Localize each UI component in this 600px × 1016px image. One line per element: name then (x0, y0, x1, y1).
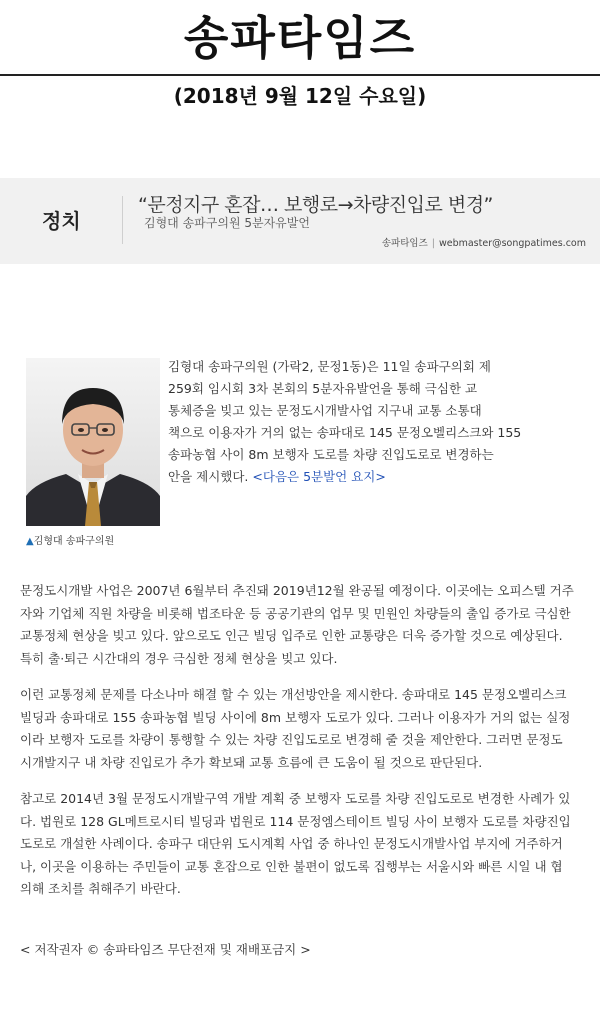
photo-caption (26, 532, 114, 547)
body-line: 교통정체 현상을 빚고 있다. 앞으로도 인근 빌딩 입주로 인한 교통량은 더욱 증가할 것으로 예상된다. (20, 628, 563, 643)
intro-line: 통체증을 빚고 있는 문정도시개발사업 지구내 교통 소통대 (168, 403, 482, 418)
body-line: 다. 법원로 128 GL메트로시티 빌딩과 법원로 114 문정엠스테이트 빌딩 사이 보행자 도로를 차량진입 (20, 813, 571, 829)
masthead (0, 0, 600, 76)
article-header (0, 178, 600, 264)
body-line: 의해 조치를 취해주기 바란다. (20, 881, 181, 896)
body-line: 이라 보행자 도로를 차량이 통행할 수 있는 차량 진입도로로 변경해 줄 것을 제안한다. 그러면 문정도 (20, 732, 563, 747)
body-paragraph (20, 684, 585, 774)
intro-line: 259회 임시회 3차 본회의 5분자유발언을 통해 극심한 교 (168, 381, 478, 396)
intro-line: 책으로 이용자가 거의 없는 송파대로 145 문정오벨리스크와 155 (168, 425, 522, 440)
councilor-photo (26, 358, 160, 526)
article-headline: “문정지구 혼잡… 보행로→차량진입로 변경” (138, 194, 493, 216)
byline (382, 235, 586, 249)
body-line: 특히 출·퇴근 시간대의 경우 극심한 정체 현상을 빚고 있다. (20, 650, 338, 666)
body-line: 시개발지구 내 차량 진입로가 추가 확보돼 교통 흐름에 큰 도움이 될 것으로 판단된다. (20, 754, 483, 770)
intro-last-line (168, 466, 508, 488)
byline-separator: | (431, 238, 435, 249)
body-line: 나, 이곳을 이용하는 주민들이 교통 혼잡으로 인한 불편이 없도록 집행부는 서울시와 빠른 시일 내 협 (20, 858, 563, 874)
body-line: 문정도시개발 사업은 2007년 6월부터 추진돼 2019년12월 완공될 예정이다. 이곳에는 오피스텔 거주 (20, 583, 574, 598)
next-summary-link[interactable]: <다음은 5분발언 요지> (252, 469, 386, 484)
article-subhead: 김형대 송파구의원 5분자유발언 (144, 216, 310, 230)
copyright-notice: < 저작권자 © 송파타임즈 무단전재 및 재배포금지 > (20, 942, 311, 957)
byline-source: 송파타임즈 (381, 238, 428, 249)
body-line: 빌딩과 송파대로 155 송파농협 빌딩 사이에 8m 보행자 도로가 있다. 그러나 이용자가 거의 없는 실정 (20, 709, 571, 725)
intro-line: 김형대 송파구의원 (가락2, 문정1동)은 11일 송파구의회 제 (168, 359, 491, 374)
body-line: 참고로 2014년 3월 문정도시개발구역 개발 계획 중 보행자 도로를 차량 진입도로로 변경한 사례가 있 (20, 791, 571, 806)
body-line: 이런 교통정체 문제를 다소나마 해결 할 수 있는 개선방안을 제시한다. 송파대로 145 문정오벨리스크 (20, 687, 567, 702)
intro-line: 안을 제시했다. (168, 469, 249, 484)
caption-text: 김형대 송파구의원 (33, 536, 115, 547)
article-body (20, 580, 585, 915)
article-intro (168, 356, 522, 488)
header-divider (122, 196, 123, 244)
issue-date: (2018년 9월 12일 수요일) (173, 84, 427, 108)
byline-email[interactable]: webmaster@songpatimes.com (438, 238, 586, 249)
body-line: 자와 기업체 직원 차량을 비롯해 법조타운 등 공공기관의 업무 및 민원인 차량들의 출입 증가로 극심한 (20, 605, 571, 621)
body-line: 도로로 개설한 사례이다. 송파구 대단위 도시계획 사업 중 하나인 문정도시개발사업 부지에 거주하거 (20, 836, 563, 851)
newspaper-logo[interactable]: 송파타임즈 (183, 11, 417, 65)
masthead-divider (0, 74, 600, 76)
intro-line: 송파농협 사이 8m 보행자 도로를 차량 진입도로로 변경하는 (168, 447, 494, 462)
caption-marker: ▲ (26, 536, 34, 547)
body-paragraph (20, 788, 585, 901)
body-paragraph (20, 580, 585, 670)
section-label[interactable]: 정치 (42, 209, 81, 233)
